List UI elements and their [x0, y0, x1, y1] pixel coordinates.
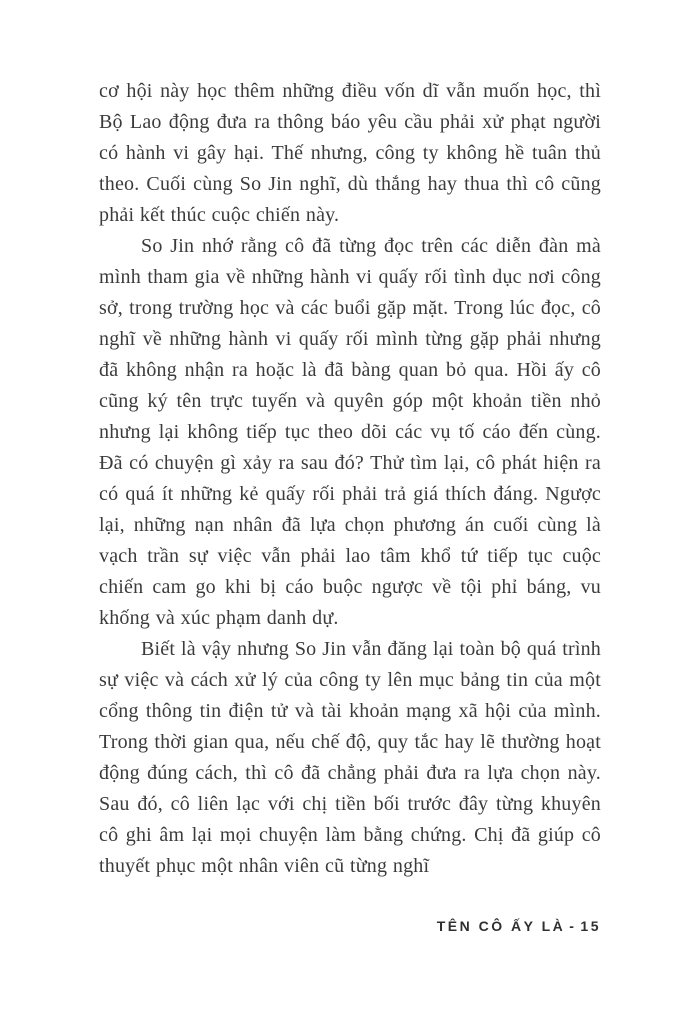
footer-separator: -: [569, 918, 577, 934]
body-paragraph: So Jin nhớ rằng cô đã từng đọc trên các diễn đàn mà mình tham gia về những hành vi quấy rối tình dục nơi công sở, trong trường học và các buổi gặp mặt. Trong lúc đọc, cô nghĩ về những hành vi quấy rối mình từng gặp phải nhưng đã không nhận ra hoặc là đã bàng quan bỏ qua. Hồi ấy cô cũng ký tên trực tuyến và quyên góp một khoản tiền nhỏ nhưng lại không tiếp tục theo dõi các vụ tố cáo đến cùng. Đã có chuyện gì xảy ra sau đó? Thử tìm lại, cô phát hiện ra có quá ít những kẻ quấy rối phải trả giá thích đáng. Ngược lại, những nạn nhân đã lựa chọn phương án cuối cùng là vạch trần sự việc vẫn phải lao tâm khổ tứ tiếp tục cuộc chiến cam go khi bị cáo buộc ngược về tội phỉ báng, vu khống và xúc phạm danh dự.: [99, 235, 601, 629]
running-title: TÊN CÔ ẤY LÀ: [436, 918, 566, 934]
text-block: [99, 76, 601, 882]
page-footer: [437, 918, 601, 934]
page-number: 15: [580, 918, 601, 934]
body-paragraph: cơ hội này học thêm những điều vốn dĩ vẫn muốn học, thì Bộ Lao động đưa ra thông báo yêu cầu phải xử phạt người có hành vi gây hại. Thế nhưng, công ty không hề tuân thủ theo. Cuối cùng So Jin nghĩ, dù thắng hay thua thì cô cũng phải kết thúc cuộc chiến này.: [99, 80, 601, 226]
body-paragraph: Biết là vậy nhưng So Jin vẫn đăng lại toàn bộ quá trình sự việc và cách xử lý của công ty lên mục bảng tin của một cổng thông tin điện tử và tài khoản mạng xã hội của mình. Trong thời gian qua, nếu chế độ, quy tắc hay lẽ thường hoạt động đúng cách, thì cô đã chẳng phải đưa ra lựa chọn này. Sau đó, cô liên lạc với chị tiền bối trước đây từng khuyên cô ghi âm lại mọi chuyện làm bằng chứng. Chị đã giúp cô thuyết phục một nhân viên cũ từng nghĩ: [99, 638, 601, 877]
